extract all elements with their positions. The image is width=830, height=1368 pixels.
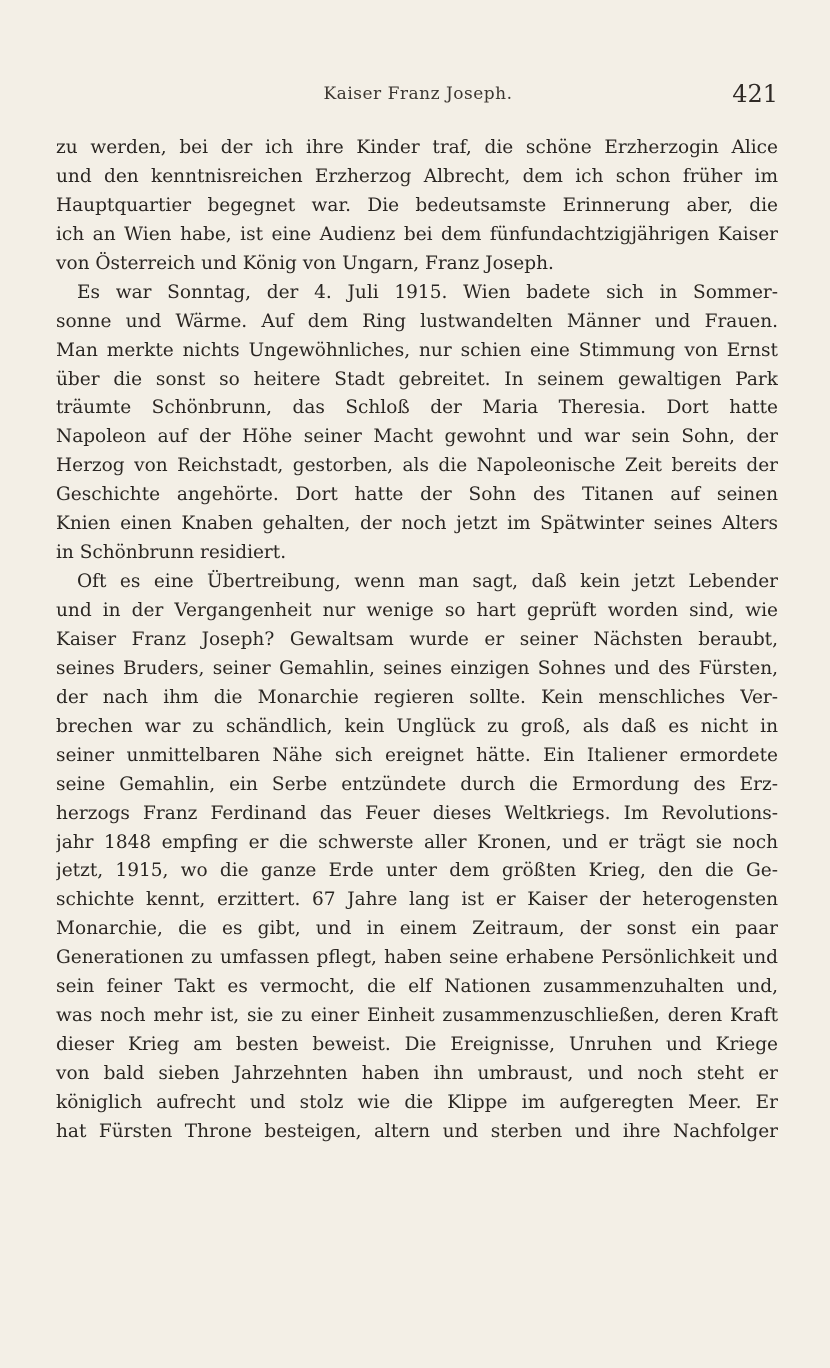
text-line: seiner unmittelbaren Nähe sich ereignet hätte. Ein Italiener ermordete bbox=[56, 744, 778, 766]
text-line: jetzt, 1915, wo die ganze Erde unter dem größten Krieg, den die Ge- bbox=[56, 860, 778, 882]
text-line: und den kenntnisreichen Erzherzog Albrecht, dem ich schon früher im bbox=[56, 165, 778, 187]
text-line: schichte kennt, erzittert. 67 Jahre lang ist er Kaiser der heterogensten bbox=[56, 889, 778, 911]
text-line: von bald sieben Jahrzehnten haben ihn umbraust, und noch steht er bbox=[56, 1063, 778, 1084]
text-line: jahr 1848 empfing er die schwerste aller Kronen, und er trägt sie noch bbox=[56, 831, 778, 853]
text-line: dieser Krieg am besten beweist. Die Ereignisse, Unruhen und Kriege bbox=[56, 1034, 778, 1056]
text-line: königlich aufrecht und stolz wie die Klippe im aufgeregten Meer. Er bbox=[56, 1091, 778, 1113]
text-line: Generationen zu umfassen pflegt, haben seine erhabene Persönlichkeit und bbox=[56, 947, 778, 969]
text-line: sonne und Wärme. Auf dem Ring lustwandelten Männer und Frauen. bbox=[56, 310, 778, 332]
text-line: brechen war zu schändlich, kein Unglück zu groß, als daß es nicht in bbox=[56, 715, 778, 737]
text-line: in Schönbrunn residiert. bbox=[56, 542, 287, 564]
text-line: Monarchie, die es gibt, und in einem Zeitraum, der sonst ein paar bbox=[56, 918, 778, 940]
text-line: über die sonst so heitere Stadt gebreitet. In seinem gewaltigen Park bbox=[56, 368, 778, 390]
body-text bbox=[56, 134, 778, 1147]
text-line: Hauptquartier begegnet war. Die bedeutsamste Erinnerung aber, die bbox=[56, 194, 778, 216]
text-line: Knien einen Knaben gehalten, der noch jetzt im Spätwinter seines Alters bbox=[56, 513, 778, 535]
text-line: träumte Schönbrunn, das Schloß der Maria Theresia. Dort hatte bbox=[56, 397, 778, 419]
text-line: zu werden, bei der ich ihre Kinder traf, die schöne Erzherzogin Alice bbox=[56, 137, 778, 158]
text-line: und in der Vergangenheit nur wenige so hart geprüft worden sind, wie bbox=[56, 600, 778, 621]
text-line: Es war Sonntag, der 4. Juli 1915. Wien badete sich in Sommer- bbox=[77, 281, 778, 303]
text-line: Man merkte nichts Ungewöhnliches, nur schien eine Stimmung von Ernst bbox=[56, 339, 778, 361]
text-line: seines Bruders, seiner Gemahlin, seines einzigen Sohnes und des Fürsten, bbox=[56, 657, 778, 679]
text-line: der nach ihm die Monarchie regieren sollte. Kein menschliches Ver- bbox=[56, 686, 778, 708]
running-head bbox=[58, 80, 778, 114]
text-line: Kaiser Franz Joseph? Gewaltsam wurde er seiner Nächsten beraubt, bbox=[56, 628, 778, 650]
text-line: von Österreich und König von Ungarn, Franz Joseph. bbox=[56, 252, 554, 274]
text-line: seine Gemahlin, ein Serbe entzündete durch die Ermordung des Erz- bbox=[56, 773, 778, 795]
text-line: Oft es eine Übertreibung, wenn man sagt, daß kein jetzt Lebender bbox=[77, 571, 778, 593]
text-line: sein feiner Takt es vermocht, die elf Nationen zusammenzuhalten und, bbox=[56, 976, 778, 998]
text-line: was noch mehr ist, sie zu einer Einheit zusammenzuschließen, deren Kraft bbox=[56, 1005, 778, 1027]
text-line: hat Fürsten Throne besteigen, altern und sterben und ihre Nachfolger bbox=[56, 1120, 778, 1142]
text-line: Herzog von Reichstadt, gestorben, als die Napoleonische Zeit bereits der bbox=[56, 455, 778, 477]
text-line: herzogs Franz Ferdinand das Feuer dieses Weltkriegs. Im Revolutions- bbox=[56, 802, 778, 824]
running-title: Kaiser Franz Joseph. bbox=[323, 84, 513, 104]
text-line: Napoleon auf der Höhe seiner Macht gewohnt und war sein Sohn, der bbox=[56, 426, 778, 448]
text-line: Geschichte angehörte. Dort hatte der Sohn des Titanen auf seinen bbox=[56, 484, 778, 506]
text-line: ich an Wien habe, ist eine Audienz bei dem fünfundachtzigjährigen Kaiser bbox=[56, 223, 778, 245]
page-number: 421 bbox=[732, 80, 778, 108]
